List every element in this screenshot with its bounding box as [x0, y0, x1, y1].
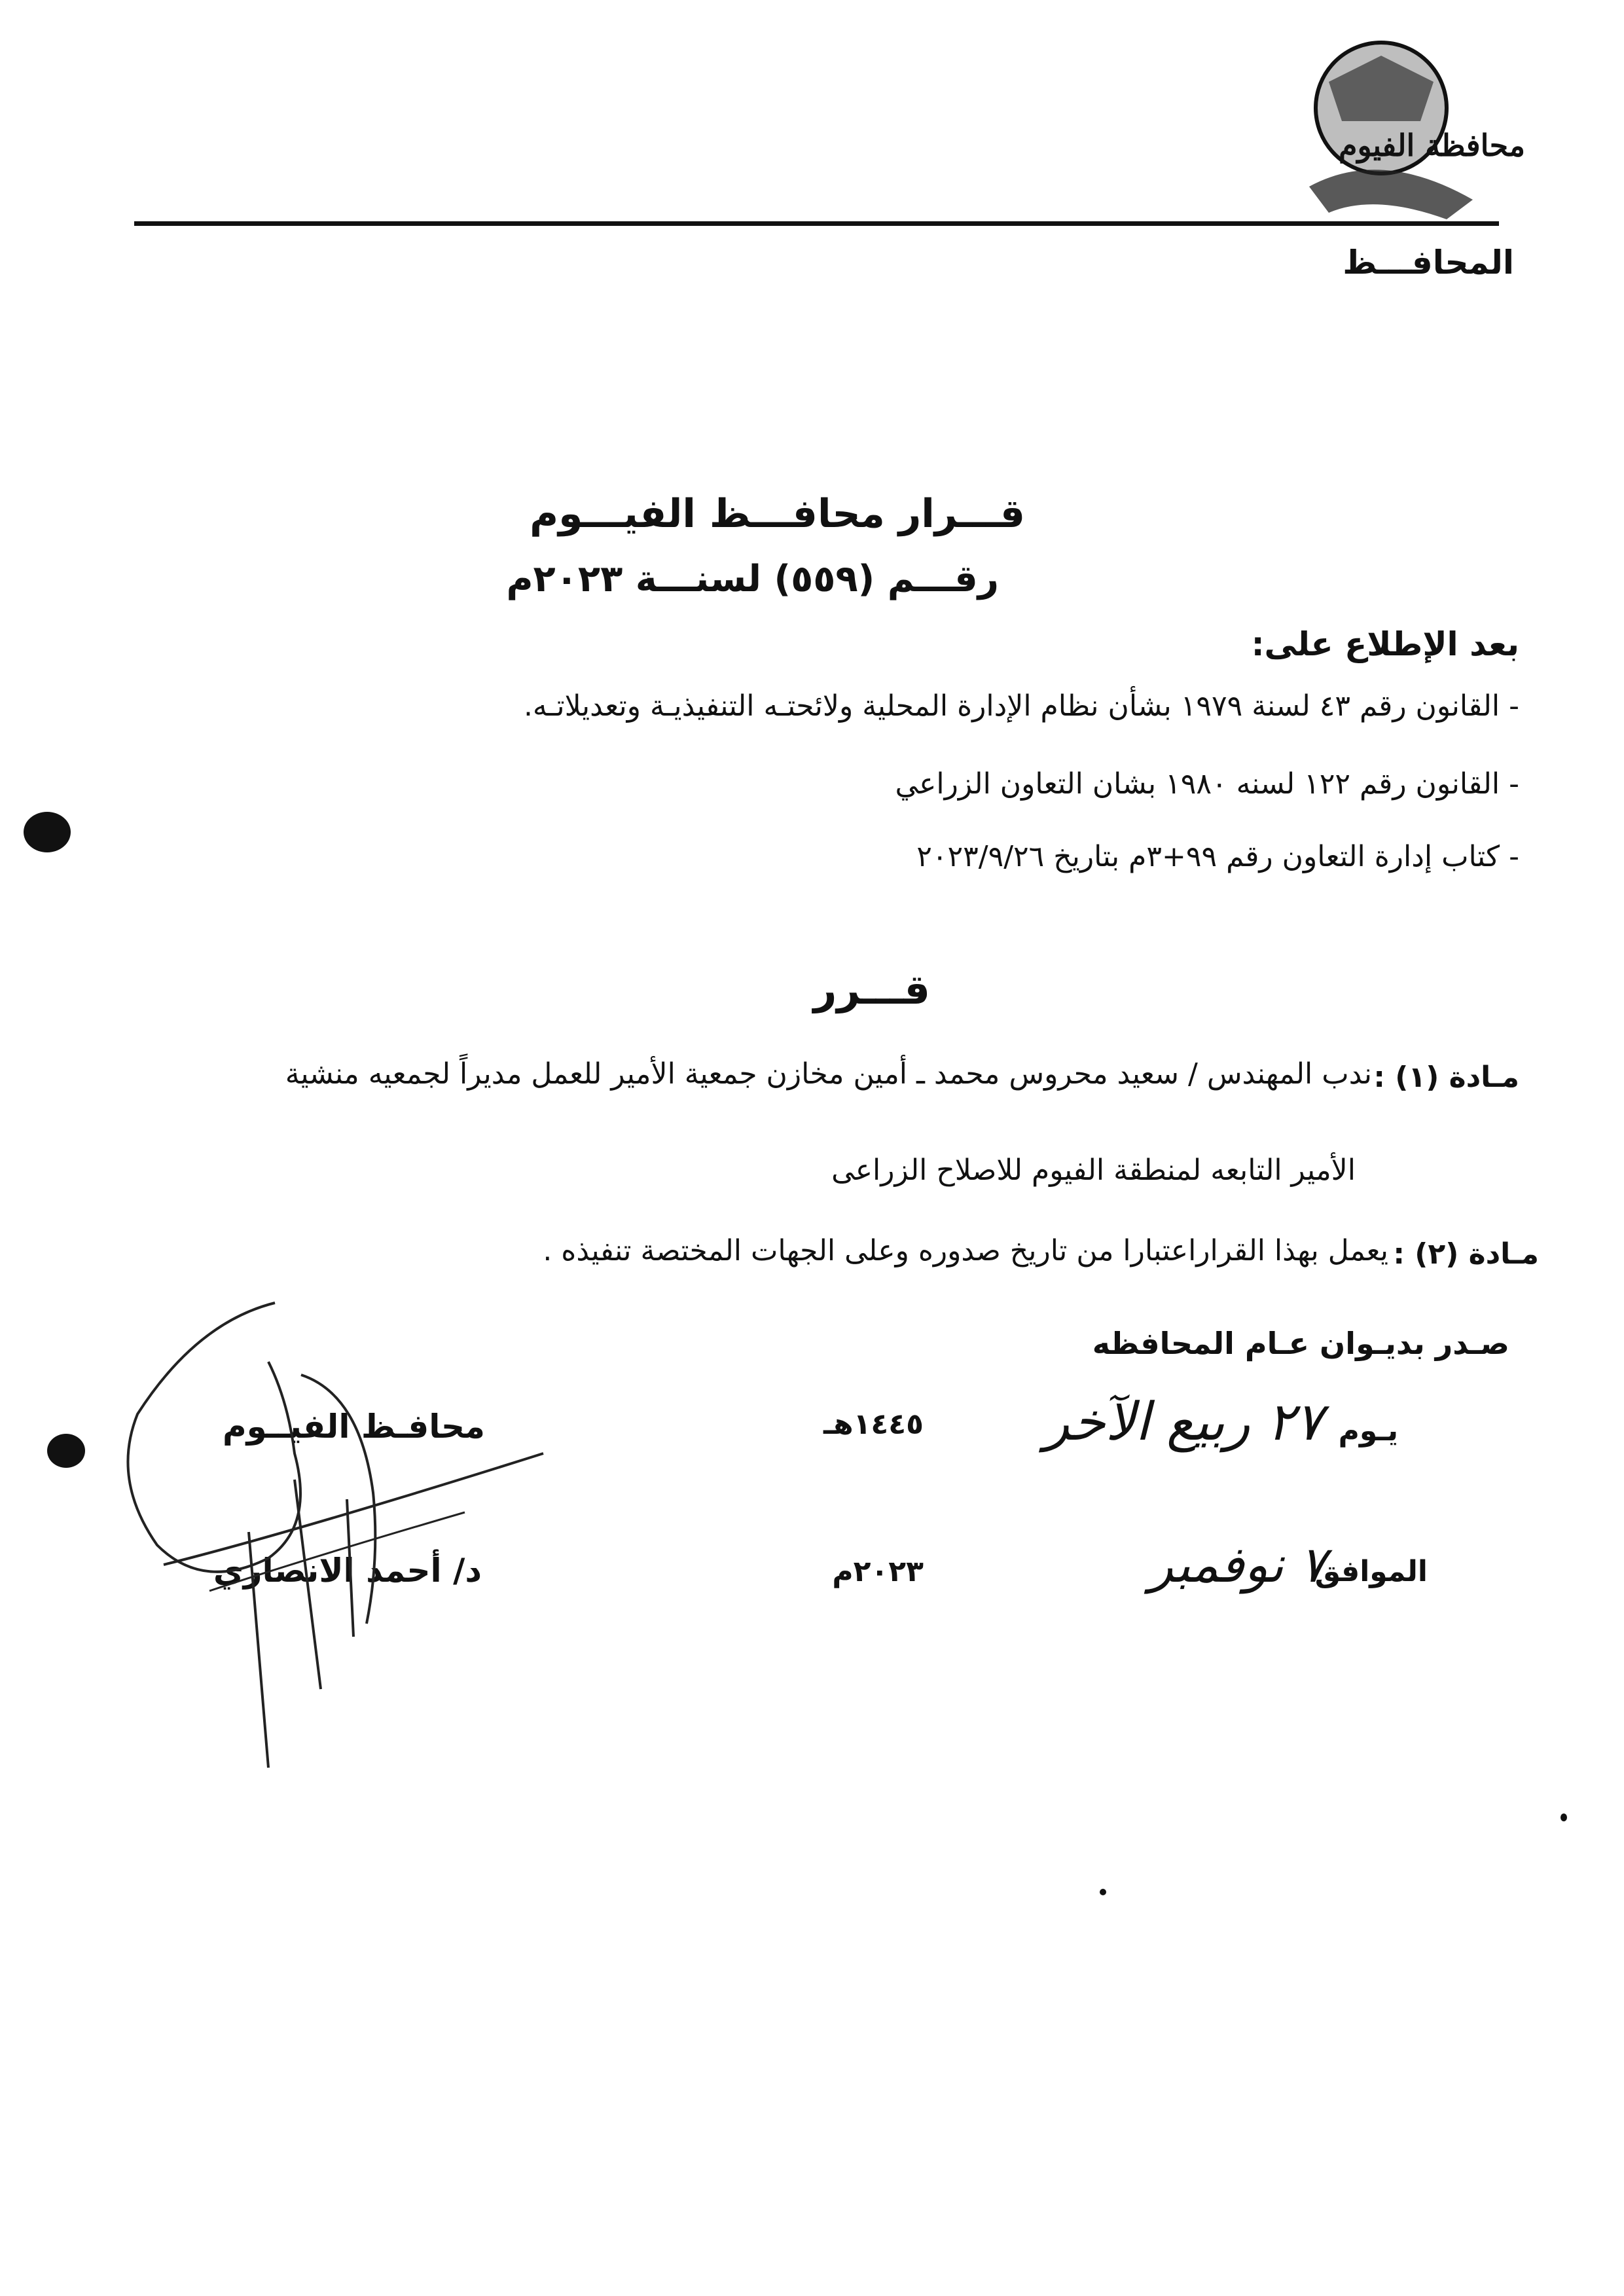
office-heading: المحافـــظ — [1343, 244, 1514, 282]
decision-number: رقـــم (٥٥٩) لسنـــة ٢٠٢٣م — [506, 558, 999, 600]
article-label: مـادة (٢) : — [1393, 1237, 1539, 1271]
signature-scribble — [98, 1283, 556, 1781]
signatory-name: د/ أحمد الانصاري — [213, 1552, 482, 1590]
seal-text: محافظة الفيوم — [1339, 128, 1525, 163]
header-rule — [134, 221, 1499, 226]
hijri-date-handwritten: ٢٧ ربيع الآخر — [1044, 1391, 1323, 1452]
day-label: يـوم — [1338, 1414, 1398, 1448]
issued-at: صـدر بديـوان عـام المحافظه — [1092, 1326, 1509, 1361]
signatory-title: محافـظ الفيــوم — [222, 1408, 485, 1446]
punch-hole-mark — [47, 1434, 85, 1468]
article-text: الأمير التابعه لمنطقة الفيوم للاصلاح الزراعى — [831, 1154, 1356, 1187]
preamble-item: - القانون رقم ١٢٢ لسنه ١٩٨٠ بشان التعاون الزراعي — [895, 767, 1519, 801]
governorate-seal — [1290, 36, 1525, 226]
article-label: مـادة (١) : — [1373, 1061, 1519, 1094]
corresponding-label: الموافق — [1314, 1555, 1428, 1588]
hijri-year: ١٤٤٥هـ — [823, 1408, 924, 1441]
article-text: ندب المهندس / سعيد محروس محمد ـ أمين مخازن جمعية الأمير للعمل مديراً لجمعيه منشية — [285, 1057, 1372, 1091]
speck-mark — [1561, 1813, 1567, 1821]
gregorian-date-handwritten: ٧ نوفمبر — [1149, 1535, 1326, 1594]
decided-heading: قـــرر — [813, 966, 930, 1013]
preamble-item: - القانون رقم ٤٣ لسنة ١٩٧٩ بشأن نظام الإدارة المحلية ولائحتـه التنفيذيـة وتعديلاتـه. — [523, 689, 1519, 723]
punch-hole-mark — [24, 812, 71, 852]
preamble-item: - كتاب إدارة التعاون رقم ٩٩+٣م بتاريخ ٢٠٢٣/٩/٢٦ — [916, 840, 1519, 873]
preamble-intro: بعد الإطلاع على: — [1251, 625, 1519, 663]
speck-mark — [1100, 1889, 1106, 1895]
decision-title: قـــرار محافـــظ الفيـــوم — [530, 491, 1025, 537]
article-text: يعمل بهذا القراراعتبارا من تاريخ صدوره وعلى الجهات المختصة تنفيذه . — [543, 1234, 1388, 1267]
gregorian-year: ٢٠٢٣م — [832, 1555, 924, 1588]
